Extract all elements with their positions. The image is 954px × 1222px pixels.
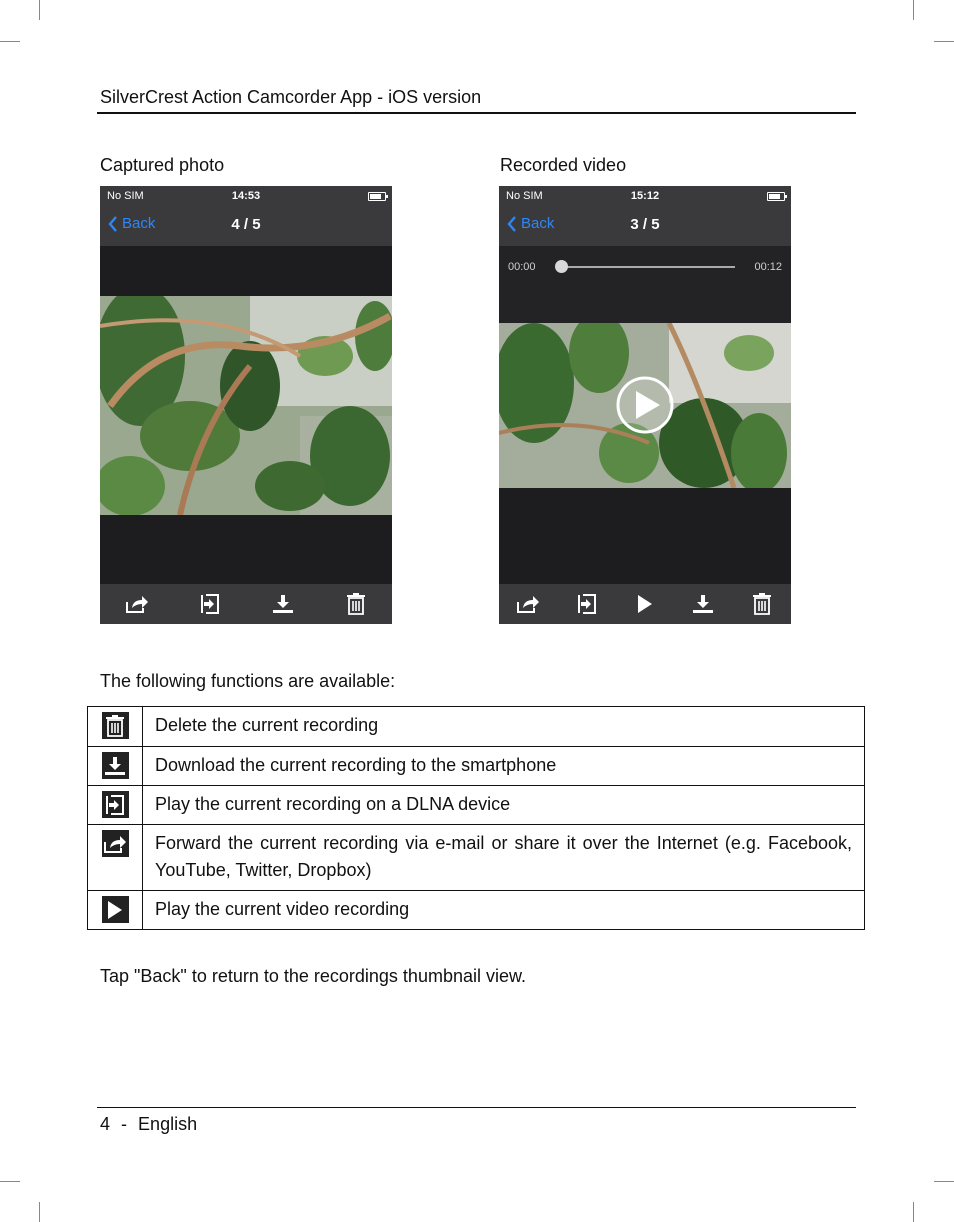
dlna-play-icon[interactable] (197, 591, 223, 617)
status-bar (499, 186, 791, 206)
video-scrubber (499, 246, 791, 323)
dlna-play-icon (102, 791, 129, 818)
download-icon[interactable] (690, 591, 716, 617)
nav-bar (499, 206, 791, 246)
crop-mark (934, 41, 954, 42)
footer-separator: - (121, 1114, 128, 1134)
back-label: Back (122, 215, 156, 232)
icon-cell (88, 747, 143, 786)
functions-table (87, 706, 865, 930)
status-time: 15:12 (630, 190, 660, 202)
share-icon[interactable] (124, 591, 150, 617)
video-toolbar (499, 584, 791, 624)
crop-mark (913, 1202, 914, 1222)
video-counter: 3 / 5 (630, 216, 660, 233)
function-description: Delete the current recording (143, 707, 865, 747)
table-row (88, 747, 865, 786)
carrier-label: No SIM (107, 190, 144, 202)
captured-photo[interactable] (100, 296, 392, 515)
photo-toolbar (100, 584, 392, 624)
crop-mark (934, 1181, 954, 1182)
share-icon (102, 830, 129, 857)
function-description: Download the current recording to the smartphone (143, 747, 865, 786)
dlna-play-icon[interactable] (574, 591, 600, 617)
footer-language: English (138, 1114, 198, 1134)
crop-mark (39, 1202, 40, 1222)
footer-divider (97, 1107, 856, 1108)
status-time: 14:53 (231, 190, 261, 202)
icon-cell (88, 786, 143, 825)
function-description: Forward the current recording via e-mail or share it over the Internet (e.g. Facebook, YouTube, Twitter, Dropbox) (143, 825, 865, 891)
photo-counter: 4 / 5 (231, 216, 261, 233)
table-row (88, 825, 865, 891)
crop-mark (0, 1181, 20, 1182)
back-label: Back (521, 215, 555, 232)
trash-icon (102, 712, 129, 739)
photo-caption: Captured photo (100, 155, 225, 175)
crop-mark (0, 41, 20, 42)
table-row (88, 786, 865, 825)
download-icon[interactable] (270, 591, 296, 617)
crop-mark (39, 0, 40, 20)
page-number: 4 (100, 1114, 111, 1134)
function-description: Play the current video recording (143, 891, 865, 930)
battery-icon (767, 192, 785, 201)
trash-icon[interactable] (749, 591, 775, 617)
table-row (88, 707, 865, 747)
nav-bar (100, 206, 392, 246)
carrier-label: No SIM (506, 190, 543, 202)
photo-screen (100, 186, 392, 624)
table-row (88, 891, 865, 930)
page-footer (100, 1114, 197, 1135)
running-header: SilverCrest Action Camcorder App - iOS version (100, 87, 482, 107)
video-caption: Recorded video (500, 155, 627, 175)
back-instruction: Tap "Back" to return to the recordings thumbnail view. (100, 966, 526, 986)
video-screen (499, 186, 791, 624)
elapsed-time: 00:00 (508, 261, 536, 273)
battery-icon (368, 192, 386, 201)
share-icon[interactable] (515, 591, 541, 617)
progress-track[interactable] (561, 266, 735, 268)
functions-intro: The following functions are available: (100, 671, 396, 691)
video-frame[interactable] (499, 323, 791, 488)
duration-time: 00:12 (754, 261, 782, 273)
icon-cell (88, 825, 143, 891)
play-icon[interactable] (632, 591, 658, 617)
icon-cell (88, 891, 143, 930)
icon-cell (88, 707, 143, 747)
crop-mark (913, 0, 914, 20)
status-bar (100, 186, 392, 206)
function-description: Play the current recording on a DLNA device (143, 786, 865, 825)
progress-knob[interactable] (555, 260, 568, 273)
header-divider (97, 112, 856, 114)
trash-icon[interactable] (343, 591, 369, 617)
play-icon (102, 896, 129, 923)
download-icon (102, 752, 129, 779)
